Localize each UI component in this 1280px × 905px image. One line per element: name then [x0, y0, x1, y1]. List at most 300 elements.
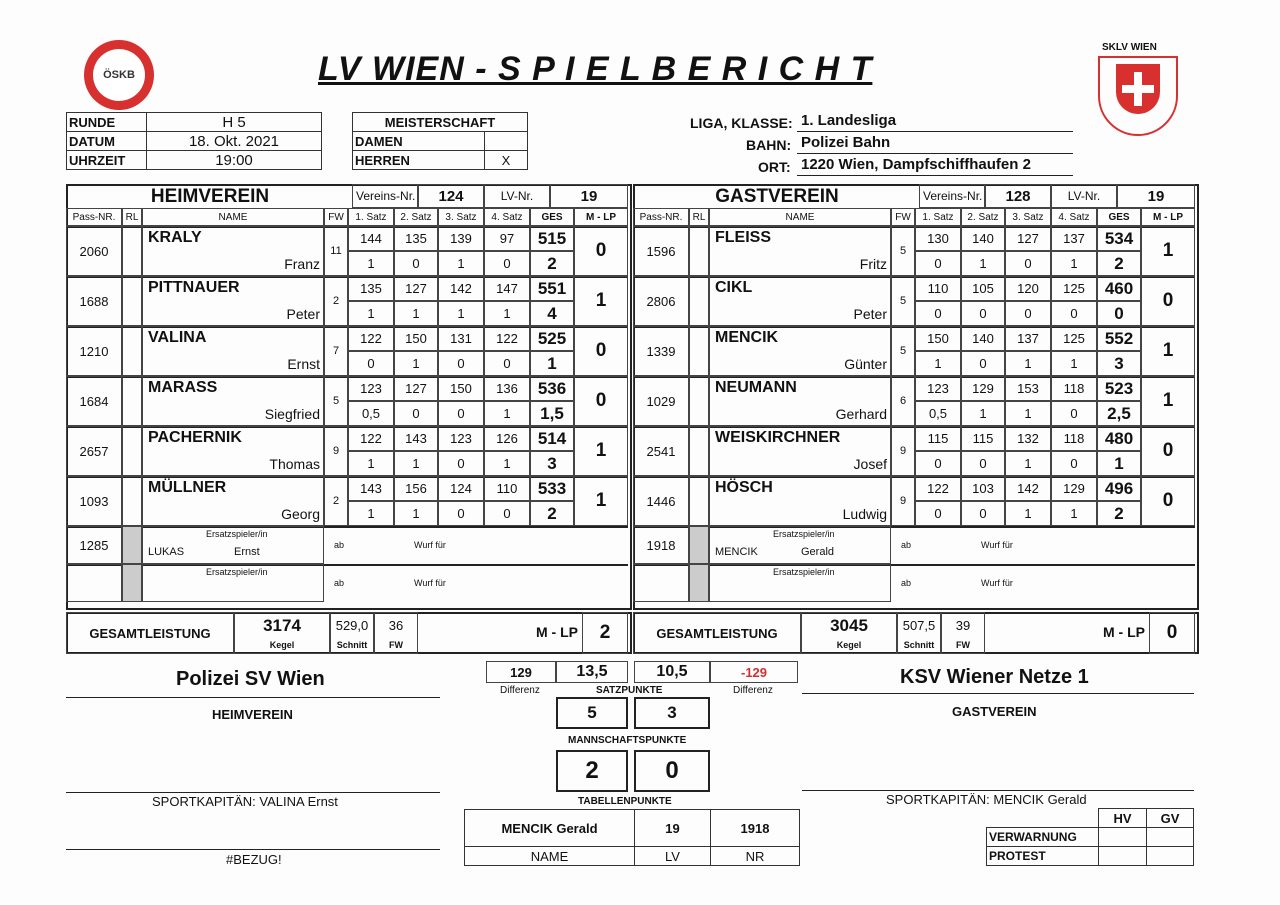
home-satz-point: 1 [484, 451, 530, 476]
home-pass-nr: 1093 [66, 476, 122, 526]
satz-guest: 10,5 [634, 661, 710, 683]
home-rl [122, 476, 142, 526]
guest-kegel-label: Kegel [836, 640, 862, 650]
protest-gv[interactable] [1147, 847, 1194, 866]
guest-col-pass: Pass-NR. [633, 208, 689, 226]
guest-last-name: CIKL [715, 279, 753, 296]
guest-fw: 9 [891, 426, 915, 476]
guest-satzpunkte: 3 [1097, 351, 1141, 376]
referee-nr: 1918 [711, 810, 800, 847]
home-rl [122, 326, 142, 376]
oeskb-logo [84, 40, 154, 110]
guest-col-s1: 1. Satz [915, 208, 961, 226]
guest-mlp: 1 [1141, 226, 1195, 276]
home-satz-point: 0 [438, 501, 484, 526]
home-role: HEIMVEREIN [212, 707, 293, 722]
guest-fw: 5 [891, 326, 915, 376]
home-satz-score: 124 [438, 476, 484, 501]
home-last-name: VALINA [148, 329, 207, 346]
guest-satz-point: 0 [915, 501, 961, 526]
guest-satz-score: 118 [1051, 376, 1097, 401]
home-last-name: PACHERNIK [148, 429, 242, 446]
home-satz-point: 1 [348, 251, 394, 276]
guest-satz-score: 118 [1051, 426, 1097, 451]
referee-table [464, 809, 800, 866]
home-ab-label: ab [334, 540, 345, 550]
home-satz-score: 143 [348, 476, 394, 501]
home-satz-point: 0 [348, 351, 394, 376]
guest-satz-score: 120 [1005, 276, 1051, 301]
logo-left-text: ÖSKB [93, 49, 145, 101]
guest-pass-nr: 1339 [633, 326, 689, 376]
home-satz-point: 0 [484, 351, 530, 376]
guest-satz-point: 1 [961, 401, 1005, 426]
home-kegel-label: Kegel [269, 640, 295, 650]
home-rl [122, 426, 142, 476]
guest-satz-score: 132 [1005, 426, 1051, 451]
home-mlp: 1 [574, 276, 628, 326]
page-title: LV WIEN - S P I E L B E R I C H T [318, 50, 873, 88]
home-satz-score: 122 [484, 326, 530, 351]
home-ges: 533 [530, 476, 574, 501]
home-satzpunkte: 2 [530, 251, 574, 276]
home-col-pass: Pass-NR. [66, 208, 122, 226]
guest-sub-pass [633, 564, 689, 602]
guest-satz-point: 1 [915, 351, 961, 376]
home-col-s4: 4. Satz [484, 208, 530, 226]
satzpunkte-label: SATZPUNKTE [596, 685, 663, 696]
guest-wurf-label: Wurf für [981, 578, 1013, 588]
home-satz-point: 1 [438, 301, 484, 326]
home-title: HEIMVEREIN [150, 186, 270, 207]
home-vereins-nr: 124 [418, 184, 484, 208]
home-ges: 551 [530, 276, 574, 301]
guest-wurf-label: Wurf für [981, 540, 1013, 550]
guest-satz-score: 105 [961, 276, 1005, 301]
referee-nr-label: NR [711, 847, 800, 866]
guest-satz-point: 0 [961, 301, 1005, 326]
guest-title: GASTVEREIN [715, 186, 839, 207]
guest-schnitt-label: Schnitt [903, 640, 935, 650]
guest-satz-point: 0 [1005, 251, 1051, 276]
referee-name-label: NAME [465, 847, 635, 866]
guest-satz-score: 137 [1005, 326, 1051, 351]
guest-satz-score: 122 [915, 476, 961, 501]
guest-mlp: 1 [1141, 376, 1195, 426]
home-satz-point: 0,5 [348, 401, 394, 426]
guest-pass-nr: 2541 [633, 426, 689, 476]
mp-guest: 3 [634, 697, 710, 729]
home-satzpunkte: 3 [530, 451, 574, 476]
uhrzeit-value: 19:00 [147, 151, 322, 170]
guest-ges: 480 [1097, 426, 1141, 451]
home-satz-point: 1 [348, 501, 394, 526]
guest-ersatz-label: Ersatzspieler/in [773, 567, 835, 577]
guest-satzpunkte: 0 [1097, 301, 1141, 326]
guest-satz-point: 1 [1005, 401, 1051, 426]
guest-satz-point: 1 [1005, 501, 1051, 526]
home-satz-score: 123 [348, 376, 394, 401]
guest-ab-label: ab [901, 578, 912, 588]
herren-mark: X [485, 151, 528, 170]
guest-satz-point: 0 [1051, 451, 1097, 476]
guest-last-name: HÖSCH [715, 479, 773, 496]
guest-first-name: Peter [853, 306, 887, 322]
home-fw: 11 [324, 226, 348, 276]
home-satz-point: 0 [394, 251, 438, 276]
satz-home: 13,5 [556, 661, 628, 683]
home-satz-point: 0 [438, 451, 484, 476]
home-satz-point: 0 [484, 501, 530, 526]
guest-satz-score: 150 [915, 326, 961, 351]
guest-pass-nr: 1596 [633, 226, 689, 276]
guest-satzpunkte: 2 [1097, 501, 1141, 526]
diff-guest-label: Differenz [733, 685, 773, 696]
guest-fw: 9 [891, 476, 915, 526]
home-satz-point: 1 [394, 351, 438, 376]
home-col-ges: GES [530, 208, 574, 226]
home-sub-last: LUKAS [148, 546, 185, 558]
warning-table [986, 808, 1194, 866]
guest-satzpunkte: 2,5 [1097, 401, 1141, 426]
guest-fw: 6 [891, 376, 915, 426]
guest-rl [689, 226, 709, 276]
guest-ges: 496 [1097, 476, 1141, 501]
home-rl [122, 226, 142, 276]
home-satz-score: 144 [348, 226, 394, 251]
guest-first-name: Josef [853, 456, 887, 472]
guest-schnitt: 507,5 [902, 618, 936, 633]
home-satz-point: 1 [348, 451, 394, 476]
guest-satz-score: 129 [961, 376, 1005, 401]
guest-rl [689, 476, 709, 526]
verwarnung-label: VERWARNUNG [987, 828, 1099, 847]
championship-table [352, 112, 528, 170]
referee-name: MENCIK Gerald [465, 810, 635, 847]
home-col-s3: 3. Satz [438, 208, 484, 226]
guest-last-name: FLEISS [715, 229, 772, 246]
shield-icon [1116, 64, 1160, 114]
home-col-mlp: M - LP [574, 208, 628, 226]
home-bezug: #BEZUG! [226, 852, 282, 867]
home-col-fw: FW [324, 208, 348, 226]
guest-fw-label: FW [956, 640, 970, 650]
home-first-name: Ernst [287, 356, 320, 372]
tp-home: 2 [556, 750, 628, 792]
guest-first-name: Gerhard [835, 406, 887, 422]
home-col-s2: 2. Satz [394, 208, 438, 226]
herren-label: HERREN [353, 151, 485, 170]
guest-col-name: NAME [709, 208, 891, 226]
guest-satz-point: 1 [1051, 251, 1097, 276]
guest-satz-score: 123 [915, 376, 961, 401]
guest-satzpunkte: 2 [1097, 251, 1141, 276]
guest-col-s4: 4. Satz [1051, 208, 1097, 226]
tabellenpunkte-label: TABELLENPUNKTE [578, 796, 672, 807]
home-ab-label: ab [334, 578, 345, 588]
datum-label: DATUM [67, 132, 147, 151]
home-fw-label: FW [389, 640, 403, 650]
uhrzeit-label: UHRZEIT [67, 151, 147, 170]
guest-rl [689, 426, 709, 476]
guest-last-name: NEUMANN [715, 379, 797, 396]
guest-mlp-total: 0 [1149, 612, 1195, 654]
home-lv-nr: 19 [550, 184, 628, 208]
home-schnitt-label: Schnitt [336, 640, 368, 650]
home-satz-point: 0 [438, 351, 484, 376]
home-satz-score: 135 [348, 276, 394, 301]
guest-fw-total: 39 [955, 618, 971, 633]
home-captain: SPORTKAPITÄN: VALINA Ernst [152, 794, 338, 809]
runde-label: RUNDE [67, 113, 147, 132]
home-mlp: 0 [574, 326, 628, 376]
home-gesamt-label: GESAMTLEISTUNG [66, 612, 234, 654]
guest-vereins-nr: 128 [985, 184, 1051, 208]
guest-satz-point: 0 [1005, 301, 1051, 326]
guest-sub-first: Gerald [801, 546, 835, 558]
guest-sub-pass: 1918 [633, 526, 689, 564]
verwarnung-hv[interactable] [1099, 828, 1147, 847]
home-lv-label: LV-Nr. [484, 184, 550, 208]
home-satz-score: 156 [394, 476, 438, 501]
home-satz-point: 1 [484, 401, 530, 426]
home-satz-score: 97 [484, 226, 530, 251]
bahn-label: BAHN: [746, 137, 792, 153]
guest-col-fw: FW [891, 208, 915, 226]
guest-mlp: 1 [1141, 326, 1195, 376]
ort-label: ORT: [758, 159, 791, 175]
guest-ges: 523 [1097, 376, 1141, 401]
guest-satz-score: 142 [1005, 476, 1051, 501]
guest-satz-score: 103 [961, 476, 1005, 501]
guest-captain: SPORTKAPITÄN: MENCIK Gerald [886, 792, 1087, 807]
home-fw: 2 [324, 476, 348, 526]
home-satz-point: 0 [438, 401, 484, 426]
guest-club-name: KSV Wiener Netze 1 [900, 666, 1089, 688]
guest-first-name: Günter [844, 356, 887, 372]
home-col-s1: 1. Satz [348, 208, 394, 226]
home-wurf-label: Wurf für [414, 578, 446, 588]
guest-pass-nr: 2806 [633, 276, 689, 326]
home-last-name: MARASS [148, 379, 218, 396]
guest-col-ges: GES [1097, 208, 1141, 226]
diff-home-label: Differenz [500, 685, 540, 696]
home-fw: 9 [324, 426, 348, 476]
home-rl [122, 376, 142, 426]
guest-rl [689, 376, 709, 426]
guest-satz-score: 130 [915, 226, 961, 251]
guest-kegel: 3045 [830, 616, 868, 635]
hv-label: HV [1099, 809, 1147, 828]
home-satz-score: 143 [394, 426, 438, 451]
guest-satz-point: 1 [961, 251, 1005, 276]
guest-satz-point: 1 [1051, 501, 1097, 526]
home-satz-point: 1 [394, 501, 438, 526]
tp-guest: 0 [634, 750, 710, 792]
home-mlp: 0 [574, 376, 628, 426]
guest-satz-score: 129 [1051, 476, 1097, 501]
home-satz-score: 150 [438, 376, 484, 401]
guest-satz-score: 140 [961, 226, 1005, 251]
home-satz-score: 131 [438, 326, 484, 351]
home-rl [122, 276, 142, 326]
diff-guest: -129 [710, 661, 798, 683]
guest-role: GASTVEREIN [952, 704, 1037, 719]
ort-value: 1220 Wien, Dampfschiffhaufen 2 [801, 156, 1031, 173]
home-pass-nr: 1684 [66, 376, 122, 426]
guest-satz-point: 0 [961, 501, 1005, 526]
verwarnung-gv[interactable] [1147, 828, 1194, 847]
guest-vereins-label: Vereins-Nr. [919, 184, 985, 208]
guest-satz-score: 153 [1005, 376, 1051, 401]
guest-satz-point: 0 [915, 451, 961, 476]
home-sub-rl [122, 526, 142, 564]
home-satz-point: 1 [394, 451, 438, 476]
guest-satz-point: 1 [1005, 451, 1051, 476]
home-pass-nr: 1688 [66, 276, 122, 326]
guest-last-name: MENCIK [715, 329, 779, 346]
home-satz-point: 1 [394, 301, 438, 326]
guest-ges: 552 [1097, 326, 1141, 351]
guest-satz-point: 1 [1005, 351, 1051, 376]
guest-satz-point: 0,5 [915, 401, 961, 426]
home-first-name: Franz [284, 256, 320, 272]
guest-pass-nr: 1029 [633, 376, 689, 426]
home-fw: 5 [324, 376, 348, 426]
damen-mark [485, 132, 528, 151]
referee-lv-label: LV [635, 847, 711, 866]
home-satz-score: 123 [438, 426, 484, 451]
home-satz-score: 139 [438, 226, 484, 251]
home-fw: 7 [324, 326, 348, 376]
home-satzpunkte: 4 [530, 301, 574, 326]
home-sub-rl [122, 564, 142, 602]
guest-pass-nr: 1446 [633, 476, 689, 526]
guest-satz-point: 0 [961, 451, 1005, 476]
guest-satz-score: 115 [961, 426, 1005, 451]
mannschaftspunkte-label: MANNSCHAFTSPUNKTE [568, 735, 687, 746]
guest-ab-label: ab [901, 540, 912, 550]
guest-gesamt-label: GESAMTLEISTUNG [633, 612, 801, 654]
guest-first-name: Fritz [859, 256, 887, 272]
guest-rl [689, 276, 709, 326]
guest-col-mlp: M - LP [1141, 208, 1195, 226]
diff-home: 129 [486, 661, 556, 683]
home-mlp-label: M - LP [536, 624, 578, 640]
home-satzpunkte: 1,5 [530, 401, 574, 426]
guest-satz-score: 110 [915, 276, 961, 301]
guest-lv-label: LV-Nr. [1051, 184, 1117, 208]
home-last-name: MÜLLNER [148, 479, 227, 496]
gv-label: GV [1147, 809, 1194, 828]
home-ges: 536 [530, 376, 574, 401]
guest-satzpunkte: 1 [1097, 451, 1141, 476]
home-ersatz-label: Ersatzspieler/in [206, 529, 268, 539]
guest-satz-score: 115 [915, 426, 961, 451]
protest-hv[interactable] [1099, 847, 1147, 866]
guest-mlp: 0 [1141, 476, 1195, 526]
home-sub-pass: 1285 [66, 526, 122, 564]
guest-ges: 534 [1097, 226, 1141, 251]
guest-satz-score: 125 [1051, 276, 1097, 301]
home-satz-score: 135 [394, 226, 438, 251]
guest-last-name: WEISKIRCHNER [715, 429, 841, 446]
home-satzpunkte: 2 [530, 501, 574, 526]
home-satz-point: 1 [484, 301, 530, 326]
guest-sub-last: MENCIK [715, 546, 758, 558]
guest-mlp-label: M - LP [1103, 624, 1145, 640]
home-satz-score: 126 [484, 426, 530, 451]
home-vereins-label: Vereins-Nr. [352, 184, 418, 208]
home-satz-score: 110 [484, 476, 530, 501]
guest-satz-score: 127 [1005, 226, 1051, 251]
home-sub-first: Ernst [234, 546, 260, 558]
home-satz-score: 122 [348, 426, 394, 451]
guest-satz-point: 0 [915, 251, 961, 276]
guest-satz-score: 137 [1051, 226, 1097, 251]
meisterschaft-label: MEISTERSCHAFT [353, 113, 528, 132]
home-kegel: 3174 [263, 616, 301, 635]
home-sub-pass [66, 564, 122, 602]
home-fw-total: 36 [388, 618, 404, 633]
home-mlp: 0 [574, 226, 628, 276]
logo-right-text: SKLV WIEN [1102, 42, 1157, 53]
home-mlp-total: 2 [582, 612, 628, 654]
home-club-name: Polizei SV Wien [176, 668, 325, 690]
guest-satz-score: 125 [1051, 326, 1097, 351]
protest-label: PROTEST [987, 847, 1099, 866]
home-col-name: NAME [142, 208, 324, 226]
home-last-name: PITTNAUER [148, 279, 240, 296]
guest-col-rl: RL [689, 208, 709, 226]
home-satz-score: 122 [348, 326, 394, 351]
home-satz-point: 1 [438, 251, 484, 276]
guest-col-s2: 2. Satz [961, 208, 1005, 226]
guest-sub-rl [689, 526, 709, 564]
home-mlp: 1 [574, 426, 628, 476]
sklv-wien-logo [1092, 40, 1184, 144]
liga-label: LIGA, KLASSE: [690, 115, 793, 131]
home-satz-score: 142 [438, 276, 484, 301]
home-first-name: Thomas [269, 456, 320, 472]
guest-sub-rl [689, 564, 709, 602]
home-satz-point: 0 [394, 401, 438, 426]
home-satz-point: 1 [348, 301, 394, 326]
guest-fw: 5 [891, 226, 915, 276]
home-satz-score: 127 [394, 376, 438, 401]
home-satzpunkte: 1 [530, 351, 574, 376]
home-first-name: Siegfried [264, 406, 320, 422]
guest-lv-nr: 19 [1117, 184, 1195, 208]
referee-lv: 19 [635, 810, 711, 847]
guest-satz-point: 0 [1051, 301, 1097, 326]
home-satz-score: 127 [394, 276, 438, 301]
guest-rl [689, 326, 709, 376]
guest-satz-score: 140 [961, 326, 1005, 351]
guest-ges: 460 [1097, 276, 1141, 301]
home-schnitt: 529,0 [335, 618, 369, 633]
guest-satz-point: 0 [915, 301, 961, 326]
guest-mlp: 0 [1141, 276, 1195, 326]
guest-satz-point: 0 [961, 351, 1005, 376]
runde-value: H 5 [147, 113, 322, 132]
home-first-name: Georg [281, 506, 320, 522]
guest-col-s3: 3. Satz [1005, 208, 1051, 226]
home-ges: 515 [530, 226, 574, 251]
liga-value: 1. Landesliga [801, 112, 897, 129]
home-pass-nr: 2060 [66, 226, 122, 276]
home-satz-score: 147 [484, 276, 530, 301]
